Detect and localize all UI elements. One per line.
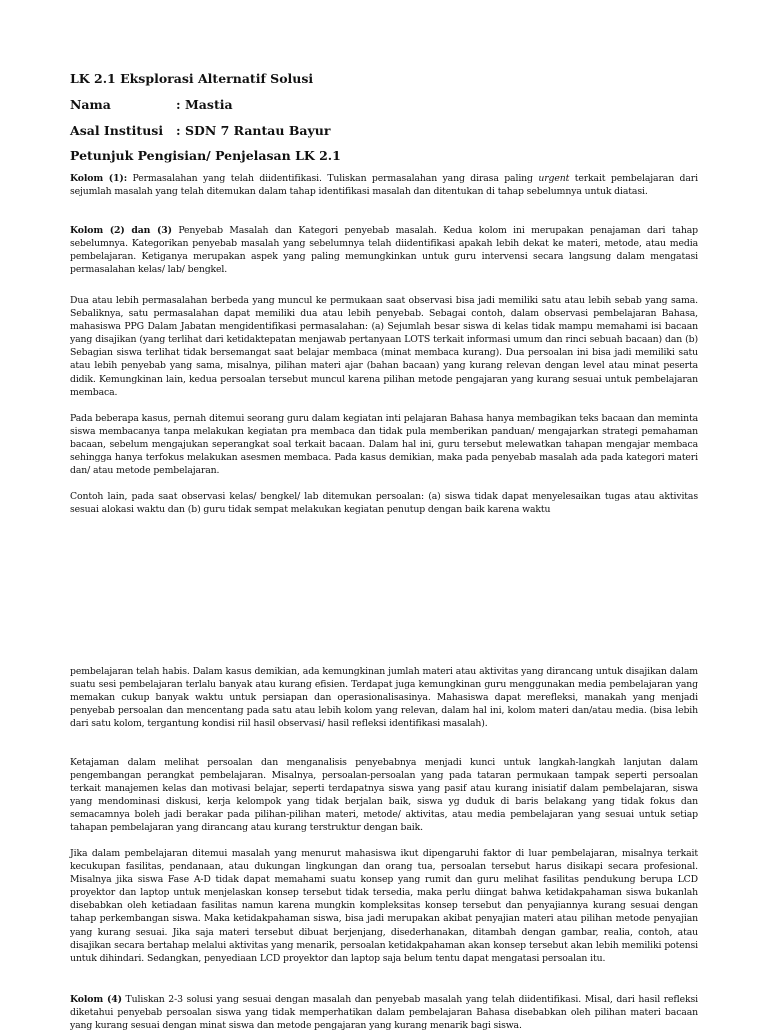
document-title: LK 2.1 Eksplorasi Alternatif Solusi <box>70 71 314 86</box>
kolom-1-label: Kolom (1): <box>70 173 128 184</box>
kolom-4-label: Kolom (4) <box>70 994 122 1005</box>
kolom-1-text-a: Permasalahan yang telah diidentifikasi. Tuliskan permasalahan yang dirasa paling <box>127 173 539 184</box>
paragraph-faktor-luar: Jika dalam pembelajaran ditemui masalah yang menurut mahasiswa ikut dipengaruhi faktor di luar pembelajaran, misalnya terkait kecukupan fasilitas, pendanaan, atau dukungan lingkungan dan orang tua, persoalan tersebut harus disikapi secara profesional. Misalnya jika siswa Fase A-D tidak dapat memahami suatu konsep yang rumit dan guru melihat fasilitas pendukung berupa LCD proyektor dan laptop untuk menjelaskan konsep tersebut tidak tersedia, maka perlu diingat bahwa ketidakpahaman siswa bukanlah disebabkan oleh ketiadaan fasilitas namun karena mungkin kompleksitas konsep tersebut dan penyajiannya kurang sesuai dengan tahap perkembangan siswa. Maka ketidakpahaman siswa, bisa jadi merupakan akibat penyajian materi atau pilihan metode penyajian yang kurang sesuai. Jika saja materi tersebut dibuat berjenjang, disederhanakan, ditambah dengan gambar, realia, contoh, atau disajikan secara bertahap melalui aktivitas yang menarik, persoalan ketidakpahaman akan konsep tersebut akan lebih memiliki potensi untuk dihindari. Sedangkan, penyediaan LCD proyektor dan laptop saja belum tentu dapat mengatasi persoalan itu. <box>70 848 698 964</box>
paragraph-contoh-persoalan: Dua atau lebih permasalahan berbeda yang muncul ke permukaan saat observasi bisa jadi memiliki satu atau lebih sebab yang sama. Sebaliknya, satu permasalahan dapat memiliki dua atau lebih penyebab. Sebagai contoh, dalam observasi pembelajaran Bahasa, mahasiswa PPG Dalam Jabatan mengidentifikasi permasalahan: (a) Sejumlah besar siswa di kelas tidak mampu memahami isi bacaan yang disajikan (yang terlihat dari ketidaktepatan menjawab pertanyaan LOTS terkait informasi umum dan rinci sebuah bacaan) dan (b) Sebagian siswa terlihat tidak bersemangat saat belajar membaca (minat membaca kurang). Dua persoalan ini bisa jadi memiliki satu atau lebih penyebab yang sama, misalnya, pilihan materi ajar (bahan bacaan) yang kurang relevan dengan level atau minat peserta didik. Kemungkinan lain, kedua persoalan tersebut muncul karena pilihan metode pengajaran yang kurang sesuai untuk pembelajaran membaca. <box>70 295 698 398</box>
kolom-2-3-label: Kolom (2) dan (3) <box>70 225 172 236</box>
kolom-1-text-b: terkait pembelajaran dari sejumlah masalah yang telah ditemukan dalam tahap identifikasi masalah dan ditentukan di tahap sebelumnya untuk diatasi. <box>70 173 698 198</box>
nama-value: : Mastia <box>176 97 233 112</box>
paragraph-kolom-2-3 <box>70 224 698 277</box>
institusi-value: : SDN 7 Rantau Bayur <box>176 123 331 138</box>
paragraph-lanjutan: pembelajaran telah habis. Dalam kasus demikian, ada kemungkinan jumlah materi atau aktivitas yang dirancang untuk disajikan dalam suatu sesi pembelajaran terlalu banyak atau kurang efisien. Terdapat juga kemungkinan guru menggunakan media pembelajaran yang memakan cukup banyak waktu untuk persiapan dan operasionalisasinya. Mahasiswa dapat merefleksi, manakah yang menjadi penyebab persoalan dan mencentang pada satu atau lebih kolom yang relevan, dalam hal ini, kolom materi dan/atau media. (bisa lebih dari satu kolom, tergantung kondisi riil hasil observasi/ hasil refleksi identifikasi masalah). <box>70 666 698 730</box>
nama-label: Nama <box>70 97 111 112</box>
kolom-1-italic: urgent <box>538 173 570 184</box>
paragraph-contoh-lain: Contoh lain, pada saat observasi kelas/ bengkel/ lab ditemukan persoalan: (a) siswa tidak dapat menyelesaikan tugas atau aktivitas sesuai alokasi waktu dan (b) guru tidak sempat melakukan kegiatan penutup dengan baik karena waktu <box>70 491 698 516</box>
paragraph-ketajaman: Ketajaman dalam melihat persoalan dan menganalisis penyebabnya menjadi kunci untuk langkah-langkah lanjutan dalam pengembangan perangkat pembelajaran. Misalnya, persoalan-persoalan yang pada tataran permukaan tampak seperti persoalan terkait manajemen kelas dan motivasi belajar, seperti terdapatnya siswa yang pasif atau kurang inisiatif dalam pembelajaran, siswa yang mendominasi diskusi, kerja kelompok yang tidak berjalan baik, siswa yg duduk di baris belakang yang tidak fokus dan semacamnya boleh jadi berakar pada pilihan-pilihan materi, metode/ aktivitas, atau media pembelajaran yang sesuai untuk setiap tahapan pembelajaran yang dirancang atau kurang terstruktur dengan baik. <box>70 757 698 834</box>
petunjuk-heading: Petunjuk Pengisian/ Penjelasan LK 2.1 <box>70 148 341 163</box>
nama-row <box>70 97 233 112</box>
kolom-2-3-text: Penyebab Masalah dan Kategori penyebab masalah. Kedua kolom ini merupakan penajaman dari tahap sebelumnya. Kategorikan penyebab masalah yang sebelumnya telah diidentifikasi apakah lebih dekat ke materi, metode, atau media pembelajaran. Ketiganya merupakan aspek yang paling memungkinkan untuk guru intervensi secara langsung dalam mengatasi permasalahan kelas/ lab/ bengkel. <box>70 225 698 276</box>
kolom-4-text: Tuliskan 2-3 solusi yang sesuai dengan masalah dan penyebab masalah yang telah diidentifikasi. Misal, dari hasil refleksi diketahui penyebab persoalan siswa yang tidak memperhatikan dalam pembelajaran Bahasa disebabkan oleh pilihan materi bacaan yang kurang sesuai dengan minat siswa dan metode pengajaran yang kurang menarik bagi siswa. <box>70 994 698 1032</box>
paragraph-kolom-4 <box>70 993 698 1032</box>
institusi-label: Asal Institusi <box>70 123 164 138</box>
paragraph-beberapa-kasus: Pada beberapa kasus, pernah ditemui seorang guru dalam kegiatan inti pelajaran Bahasa hanya membagikan teks bacaan dan meminta siswa membacanya tanpa melakukan kegiatan pra membaca dan tidak pula memberikan panduan/ mengajarkan strategi pemahaman bacaan, sebelum mengajukan seperangkat soal terkait bacaan. Dalam hal ini, guru tersebut melewatkan tahapan mengajar membaca sehingga hanya terfokus melakukan asesmen membaca. Pada kasus demikian, maka pada penyebab masalah ada pada kategori materi dan/ atau metode pembelajaran. <box>70 413 698 477</box>
paragraph-kolom-1 <box>70 172 698 212</box>
institusi-row <box>70 123 331 138</box>
